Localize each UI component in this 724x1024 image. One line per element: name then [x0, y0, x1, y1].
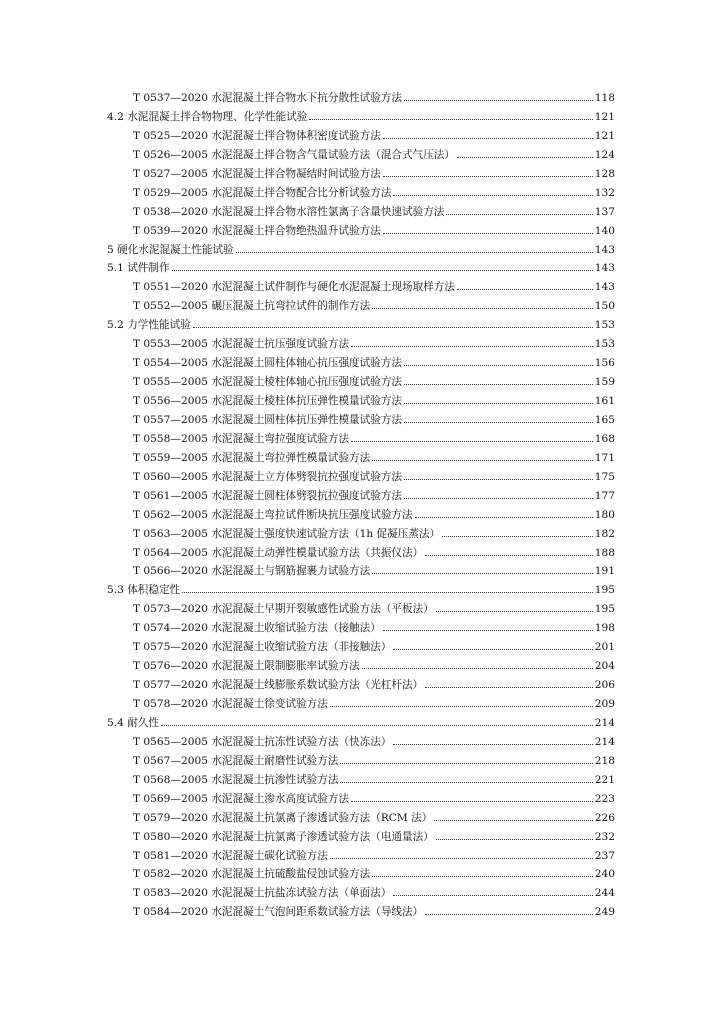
- toc-entry-title: T 0566—2020 水泥混凝土与钢筋握裹力试验方法: [133, 565, 371, 578]
- toc-entry[interactable]: [107, 828, 615, 847]
- toc-entry-title: T 0582—2020 水泥混凝土抗硫酸盐侵蚀试验方法: [133, 868, 371, 881]
- toc-leader-dots: [404, 403, 593, 404]
- toc-entry[interactable]: [107, 278, 615, 297]
- toc-entry[interactable]: [107, 771, 615, 790]
- toc-entry-title: T 0584—2020 水泥混凝土气泡间距系数试验方法（导线法）: [133, 906, 424, 919]
- toc-entry[interactable]: [107, 619, 615, 638]
- toc-entry-page: 237: [594, 849, 615, 862]
- toc-leader-dots: [340, 782, 592, 783]
- toc-entry-title: T 0525—2020 水泥混凝土拌合物体积密度试验方法: [133, 129, 381, 142]
- toc-entry-page: 143: [594, 243, 615, 256]
- toc-entry-page: 153: [594, 319, 615, 332]
- toc-leader-dots: [404, 365, 593, 366]
- toc-leader-dots: [182, 592, 593, 593]
- toc-entry-page: 206: [594, 679, 615, 692]
- toc-entry-page: 198: [594, 622, 615, 635]
- toc-entry-title: T 0562—2005 水泥混凝土弯拉试件断块抗压强度试验方法: [133, 508, 413, 521]
- toc-leader-dots: [383, 630, 593, 631]
- toc-entry-title: T 0579—2020 水泥混凝土抗氯离子渗透试验方法（RCM 法）: [133, 811, 433, 824]
- toc-leader-dots: [236, 252, 593, 253]
- toc-entry-page: 177: [594, 489, 615, 502]
- toc-leader-dots: [415, 517, 593, 518]
- toc-leader-dots: [393, 744, 592, 745]
- toc-entry[interactable]: [107, 165, 615, 184]
- toc-entry-page: 188: [594, 546, 615, 559]
- toc-entry[interactable]: [107, 809, 615, 828]
- toc-entry[interactable]: [107, 544, 615, 563]
- toc-leader-dots: [340, 763, 592, 764]
- toc-leader-dots: [434, 820, 592, 821]
- toc-entry[interactable]: [107, 430, 615, 449]
- toc-entry[interactable]: [107, 354, 615, 373]
- toc-entry[interactable]: [107, 847, 615, 866]
- toc-leader-dots: [330, 858, 593, 859]
- toc-leader-dots: [383, 176, 593, 177]
- toc-leader-dots: [172, 270, 593, 271]
- toc-entry[interactable]: [107, 108, 615, 127]
- toc-entry[interactable]: [107, 203, 615, 222]
- toc-entry-title: T 0555—2005 水泥混凝土棱柱体轴心抗压强度试验方法: [133, 376, 403, 389]
- toc-entry-page: 132: [594, 186, 615, 199]
- toc-entry-title: 5.4 耐久性: [107, 716, 159, 729]
- toc-entry[interactable]: [107, 184, 615, 203]
- toc-entry-page: 124: [594, 148, 615, 161]
- toc-entry[interactable]: [107, 657, 615, 676]
- toc-entry-title: T 0527—2005 水泥混凝土拌合物凝结时间试验方法: [133, 167, 381, 180]
- toc-entry-page: 182: [594, 527, 615, 540]
- toc-leader-dots: [425, 914, 593, 915]
- toc-entry[interactable]: [107, 373, 615, 392]
- toc-entry-title: T 0539—2020 水泥混凝土拌合物绝热温升试验方法: [133, 224, 381, 237]
- toc-entry-page: 221: [594, 773, 615, 786]
- toc-leader-dots: [404, 498, 593, 499]
- toc-entry[interactable]: [107, 714, 615, 733]
- toc-entry[interactable]: [107, 525, 615, 544]
- toc-entry-page: 140: [594, 224, 615, 237]
- toc-entry-title: T 0537—2020 水泥混凝土拌合物水下抗分散性试验方法: [133, 92, 403, 104]
- toc-entry-page: 121: [594, 129, 615, 142]
- toc-entry-page: 214: [594, 716, 615, 729]
- toc-entry[interactable]: [107, 562, 615, 581]
- toc-entry-page: 118: [594, 92, 615, 104]
- toc-entry-page: 153: [594, 338, 615, 351]
- toc-entry-title: 5.3 体积稳定性: [107, 584, 181, 597]
- toc-leader-dots: [457, 289, 593, 290]
- toc-entry[interactable]: [107, 468, 615, 487]
- toc-leader-dots: [393, 195, 592, 196]
- toc-entry[interactable]: [107, 316, 615, 335]
- toc-entry-title: T 0574—2020 水泥混凝土收缩试验方法（接触法）: [133, 622, 381, 635]
- toc-entry-title: 4.2 水泥混凝土拌合物物理、化学性能试验: [107, 110, 308, 123]
- toc-entry-title: 5 硬化水泥混凝土性能试验: [107, 243, 234, 256]
- toc-entry-page: 223: [594, 792, 615, 805]
- toc-leader-dots: [425, 687, 593, 688]
- toc-leader-dots: [393, 649, 592, 650]
- toc-entry-title: T 0564—2005 水泥混凝土动弹性模量试验方法（共振仪法）: [133, 546, 424, 559]
- toc-entry[interactable]: [107, 676, 615, 695]
- toc-entry-title: T 0556—2005 水泥混凝土棱柱体抗压弹性模量试验方法: [133, 395, 403, 407]
- toc-entry-page: 171: [594, 451, 615, 464]
- toc-leader-dots: [309, 119, 592, 120]
- toc-leader-dots: [351, 801, 593, 802]
- toc-entry-page: 195: [594, 603, 615, 616]
- toc-entry-page: 156: [594, 357, 615, 370]
- toc-entry[interactable]: [107, 411, 615, 430]
- toc-entry[interactable]: [107, 506, 615, 525]
- toc-entry-title: T 0558—2005 水泥混凝土弯拉强度试验方法: [133, 432, 350, 445]
- toc-entry-title: 5.1 试件制作: [107, 262, 170, 275]
- toc-entry-page: 218: [594, 754, 615, 767]
- toc-leader-dots: [372, 308, 593, 309]
- toc-entry-title: T 0576—2020 水泥混凝土限制膨胀率试验方法: [133, 660, 360, 673]
- toc-entry[interactable]: [107, 392, 615, 411]
- toc-entry-page: 204: [594, 660, 615, 673]
- toc-entry-title: T 0573—2020 水泥混凝土早期开裂敏感性试验方法（平板法）: [133, 603, 434, 616]
- toc-entry-title: T 0567—2005 水泥混凝土耐磨性试验方法: [133, 754, 339, 767]
- toc-entry-page: 195: [594, 584, 615, 597]
- toc-entry[interactable]: [107, 581, 615, 600]
- toc-entry[interactable]: [107, 222, 615, 241]
- toc-entry-page: 191: [594, 565, 615, 578]
- toc-entry-page: 232: [594, 830, 615, 843]
- toc-entry[interactable]: [107, 733, 615, 752]
- toc-entry[interactable]: [107, 335, 615, 354]
- toc-entry-title: T 0526—2005 水泥混凝土拌合物含气量试验方法（混合式气压法）: [133, 148, 455, 161]
- toc-entry[interactable]: [107, 241, 615, 260]
- toc-entry-title: T 0551—2020 水泥混凝土试件制作与硬化水泥混凝土现场取样方法: [133, 281, 455, 294]
- toc-leader-dots: [457, 157, 593, 158]
- toc-leader-dots: [425, 555, 593, 556]
- toc-entry[interactable]: [107, 600, 615, 619]
- toc-leader-dots: [446, 214, 592, 215]
- toc-entry-title: T 0529—2005 水泥混凝土拌合物配合比分析试验方法: [133, 186, 392, 199]
- toc-entry-page: 226: [594, 811, 615, 824]
- toc-entry[interactable]: [107, 259, 615, 278]
- toc-entry[interactable]: [107, 790, 615, 809]
- toc-entry-title: T 0575—2020 水泥混凝土收缩试验方法（非接触法）: [133, 641, 392, 654]
- toc-leader-dots: [436, 611, 593, 612]
- toc-entry-title: T 0557—2005 水泥混凝土圆柱体抗压弹性模量试验方法: [133, 413, 403, 426]
- toc-leader-dots: [372, 573, 593, 574]
- toc-entry[interactable]: [107, 884, 615, 903]
- table-of-contents: [107, 89, 615, 922]
- toc-entry-page: 249: [594, 906, 615, 919]
- toc-entry-page: 159: [594, 376, 615, 389]
- toc-entry[interactable]: [107, 297, 615, 316]
- toc-entry[interactable]: [107, 752, 615, 771]
- toc-leader-dots: [404, 479, 593, 480]
- toc-entry-title: T 0565—2005 水泥混凝土抗冻性试验方法（快冻法）: [133, 735, 392, 748]
- toc-leader-dots: [161, 725, 593, 726]
- toc-leader-dots: [436, 839, 593, 840]
- toc-entry[interactable]: [107, 89, 615, 108]
- toc-entry-page: 161: [594, 395, 615, 407]
- toc-leader-dots: [404, 422, 593, 423]
- toc-entry-title: T 0583—2020 水泥混凝土抗盐冻试验方法（单面法）: [133, 887, 392, 900]
- toc-entry-page: 240: [594, 868, 615, 881]
- toc-entry-page: 209: [594, 698, 615, 710]
- toc-entry[interactable]: [107, 695, 615, 714]
- toc-entry-page: 165: [594, 413, 615, 426]
- toc-leader-dots: [372, 876, 593, 877]
- toc-entry-title: T 0563—2005 水泥混凝土强度快速试验方法（1h 促凝压蒸法）: [133, 527, 441, 540]
- toc-entry-title: T 0577—2020 水泥混凝土线膨胀系数试验方法（光杠杆法）: [133, 679, 424, 692]
- toc-entry-page: 137: [594, 205, 615, 218]
- toc-entry-page: 214: [594, 735, 615, 748]
- toc-entry[interactable]: [107, 146, 615, 165]
- toc-leader-dots: [404, 384, 593, 385]
- toc-entry-title: T 0559—2005 水泥混凝土弯拉弹性模量试验方法: [133, 451, 371, 464]
- toc-entry[interactable]: [107, 127, 615, 146]
- toc-entry-page: 143: [594, 262, 615, 275]
- toc-entry-title: T 0561—2005 水泥混凝土圆柱体劈裂抗拉强度试验方法: [133, 489, 403, 502]
- toc-entry-title: T 0554—2005 水泥混凝土圆柱体轴心抗压强度试验方法: [133, 357, 403, 370]
- toc-entry-title: T 0568—2005 水泥混凝土抗渗性试验方法: [133, 773, 339, 786]
- toc-leader-dots: [393, 895, 592, 896]
- toc-entry-title: T 0538—2020 水泥混凝土拌合物水溶性氯离子含量快速试验方法: [133, 205, 445, 218]
- toc-entry[interactable]: [107, 865, 615, 884]
- toc-entry-title: T 0580—2020 水泥混凝土抗氯离子渗透试验方法（电通量法）: [133, 830, 434, 843]
- toc-leader-dots: [362, 668, 593, 669]
- toc-entry-title: T 0553—2005 水泥混凝土抗压强度试验方法: [133, 338, 350, 351]
- toc-leader-dots: [193, 327, 593, 328]
- toc-entry[interactable]: [107, 903, 615, 922]
- toc-entry-page: 244: [594, 887, 615, 900]
- toc-leader-dots: [442, 536, 593, 537]
- toc-leader-dots: [404, 100, 593, 101]
- toc-entry[interactable]: [107, 449, 615, 468]
- toc-entry-page: 175: [594, 470, 615, 483]
- toc-entry-page: 168: [594, 432, 615, 445]
- toc-leader-dots: [372, 460, 593, 461]
- toc-entry-title: 5.2 力学性能试验: [107, 319, 191, 332]
- toc-leader-dots: [383, 138, 593, 139]
- toc-entry-page: 121: [594, 110, 615, 123]
- toc-entry-page: 180: [594, 508, 615, 521]
- toc-leader-dots: [351, 346, 593, 347]
- toc-entry[interactable]: [107, 487, 615, 506]
- toc-entry-title: T 0552—2005 碾压混凝土抗弯拉试件的制作方法: [133, 300, 371, 313]
- toc-entry-page: 143: [594, 281, 615, 294]
- toc-entry[interactable]: [107, 638, 615, 657]
- toc-leader-dots: [383, 233, 593, 234]
- toc-leader-dots: [330, 706, 593, 707]
- toc-entry-page: 128: [594, 167, 615, 180]
- toc-entry-page: 201: [594, 641, 615, 654]
- toc-entry-page: 150: [594, 300, 615, 313]
- toc-leader-dots: [351, 441, 593, 442]
- toc-entry-title: T 0569—2005 水泥混凝土渗水高度试验方法: [133, 792, 350, 805]
- toc-entry-title: T 0578—2020 水泥混凝土徐变试验方法: [133, 698, 328, 710]
- toc-entry-title: T 0581—2020 水泥混凝土碳化试验方法: [133, 849, 328, 862]
- toc-entry-title: T 0560—2005 水泥混凝土立方体劈裂抗拉强度试验方法: [133, 470, 403, 483]
